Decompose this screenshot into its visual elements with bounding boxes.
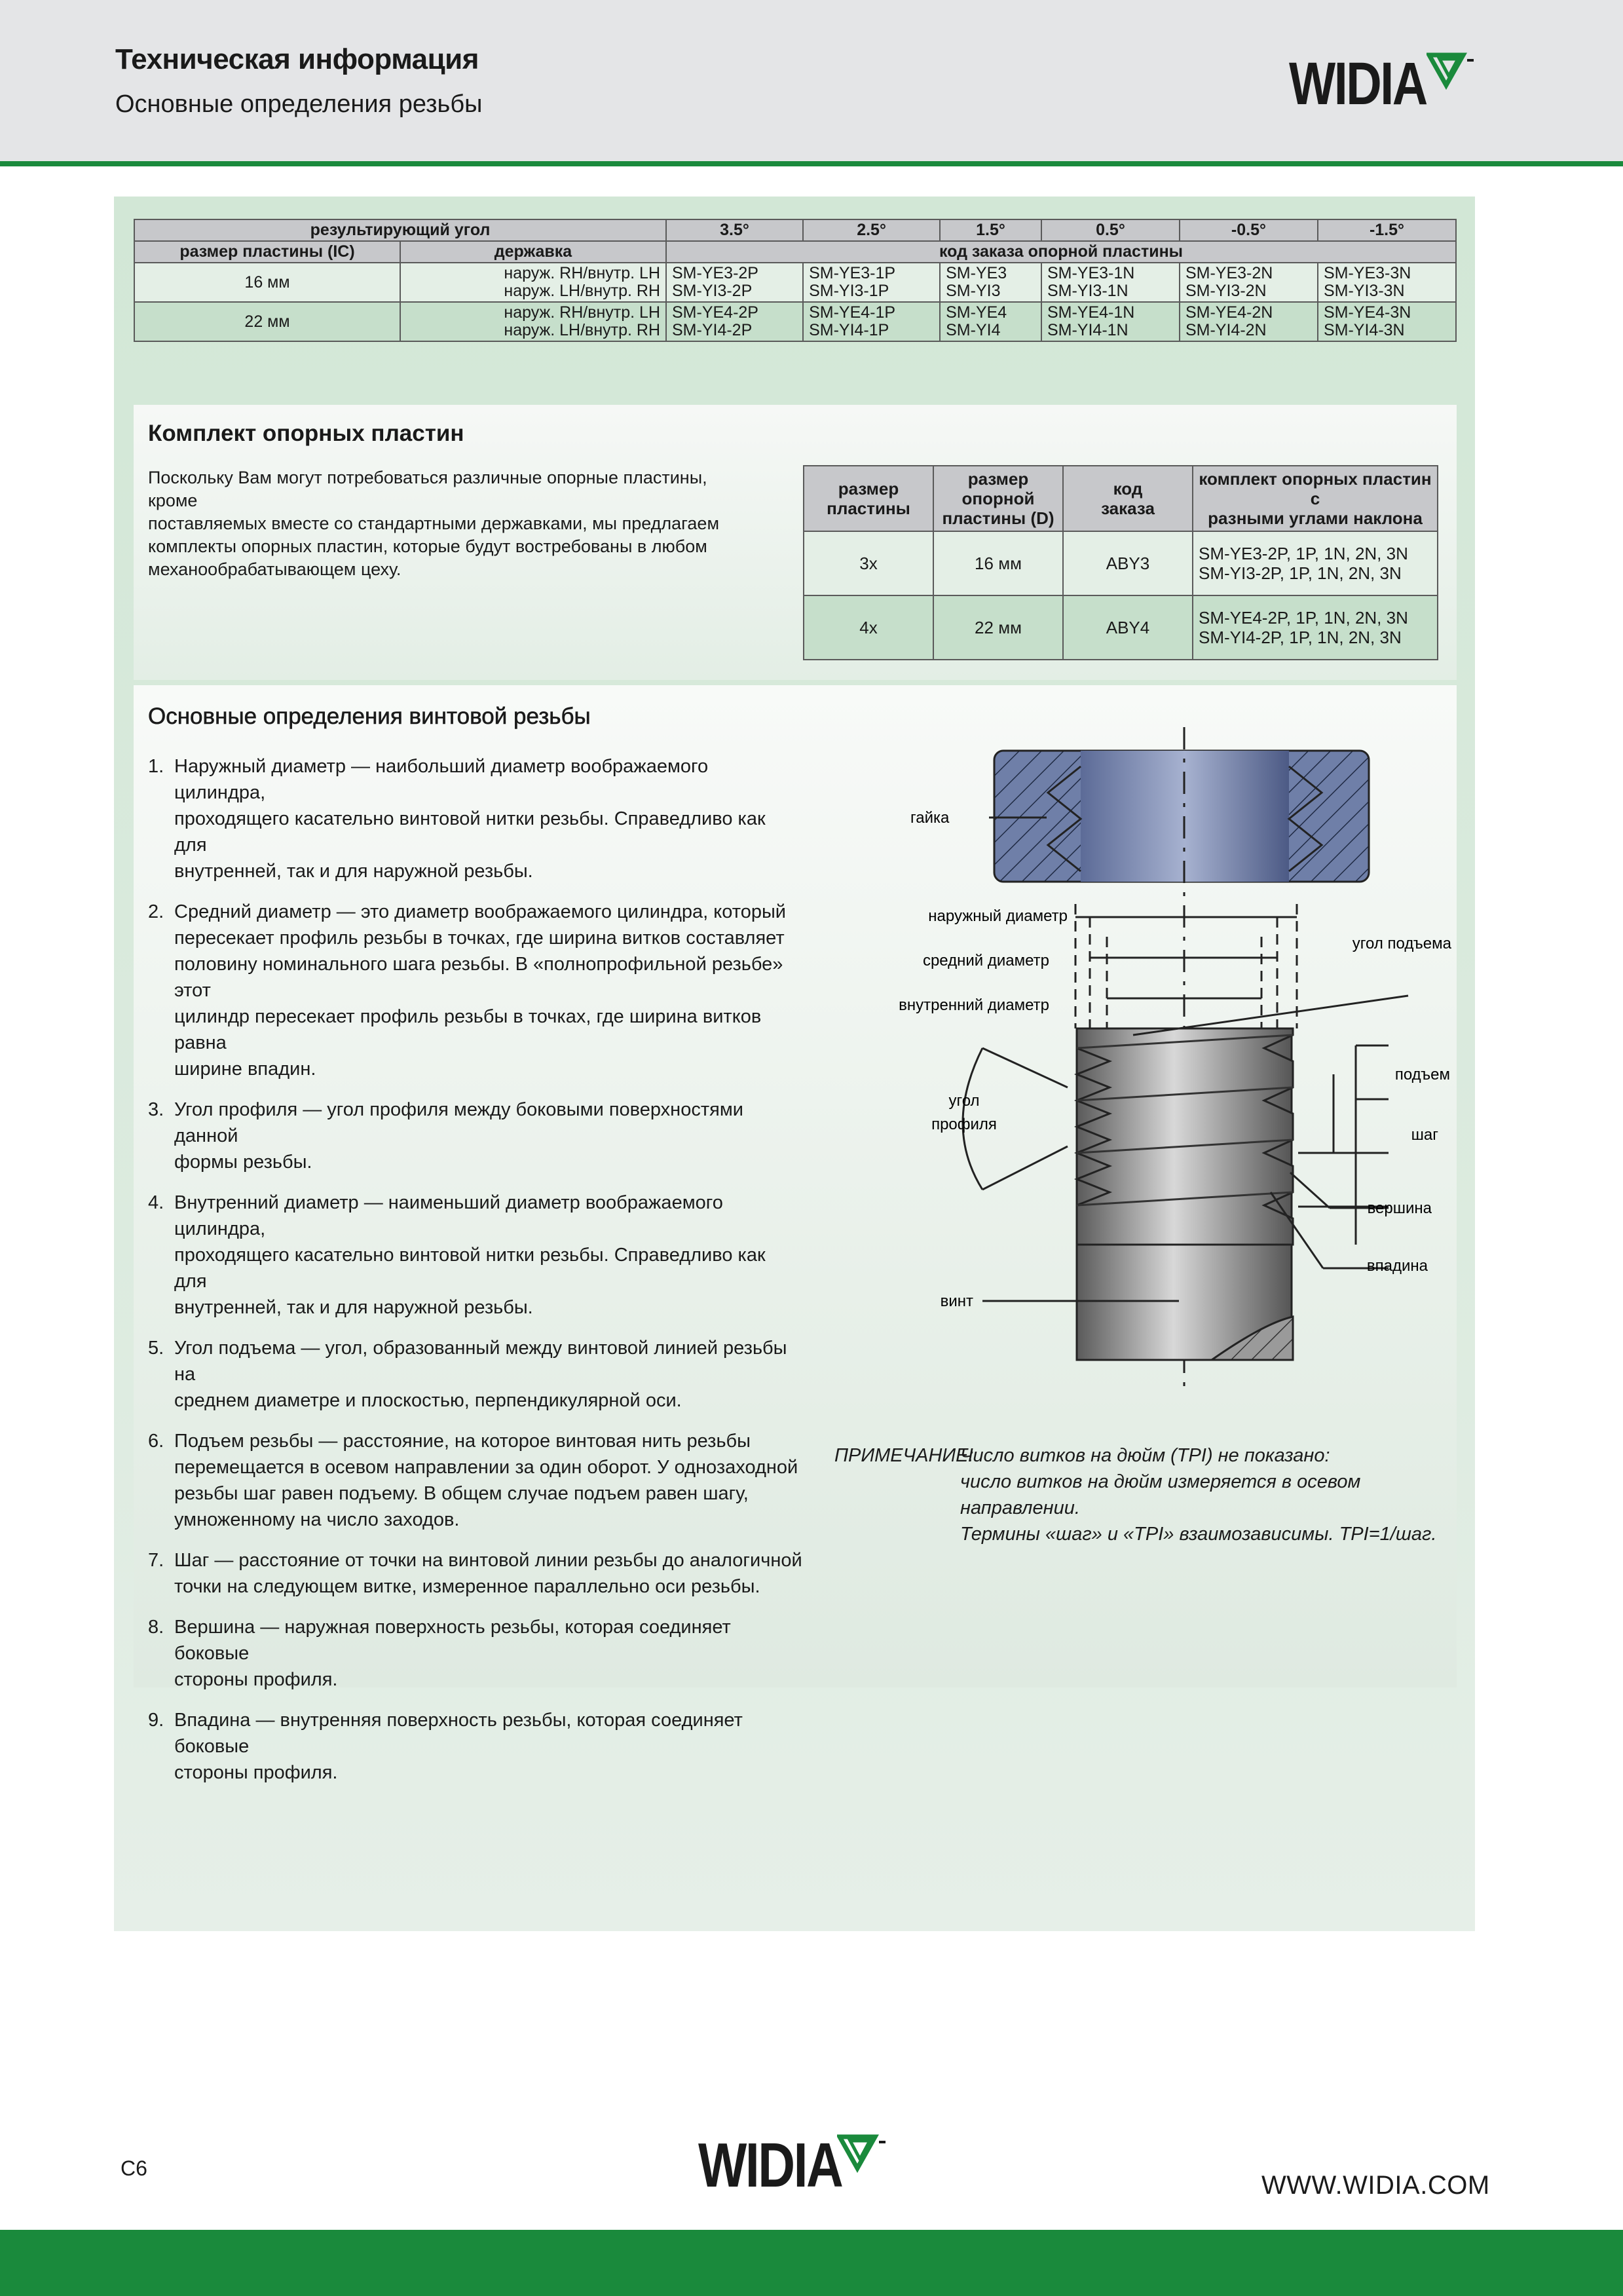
definitions-list [148,753,803,1800]
col-size: размер пластины (IC) [134,241,400,263]
code-line: SM-YI3-2N [1185,282,1267,300]
item-line: резьбы шаг равен подъему. В общем случае подъем равен шагу, [174,1483,749,1504]
item-number: 1. [148,756,164,777]
table-row [804,595,1438,660]
label-pitch: шаг [1411,1126,1438,1144]
table-row [134,302,1456,341]
code-line: SM-YI4-1N [1047,321,1129,339]
cell-d: 22 мм [933,595,1063,660]
table-row [804,531,1438,595]
item-line: формы резьбы. [174,1152,312,1173]
item-line: внутренней, так и для наружной резьбы. [174,1297,533,1318]
holder-line: наруж. RH/внутр. LH [504,264,660,282]
cell-code [940,302,1041,341]
code-line: SM-YI3-2P [672,282,753,300]
note-line: Число витков на дюйм (TPI) не показано: [960,1445,1330,1466]
label-pitch-diameter: средний диаметр [922,952,1049,969]
widia-mark-icon [837,2133,893,2180]
cell-size: 4x [804,595,933,660]
kit-table [803,465,1438,660]
cell-code [940,263,1041,302]
item-line: проходящего касательно винтовой нитки резьбы. Справедливо как для [174,808,766,856]
code-line: SM-YI3-1P [809,282,889,300]
code-line: SM-YI4-3N [1323,321,1405,339]
label-root: впадина [1366,1257,1428,1275]
item-line: пересекает профиль резьбы в точках, где ширина витков составляет [174,928,785,949]
holder-line: наруж. RH/внутр. LH [504,303,660,322]
set-line: SM-YE4-2P, 1P, 1N, 2N, 3N [1199,608,1408,628]
website-link[interactable]: WWW.WIDIA.COM [1261,2171,1490,2200]
note-line: число витков на дюйм измеряется в осевом направлении. [960,1471,1361,1518]
header-line: пластины [827,499,910,518]
item-line: Подъем резьбы — расстояние, на которое винтовая нить резьбы [174,1431,751,1452]
cell-code [666,302,803,341]
cell-holder [400,263,666,302]
code-line: SM-YE3 [946,264,1007,282]
note-line: Термины «шаг» и «TPI» взаимозависимы. TPI=1/шаг. [960,1524,1437,1545]
angle-3: 1.5° [940,219,1041,241]
code-line: SM-YE3-2P [672,264,758,282]
angle-2: 2.5° [803,219,940,241]
cell-set [1193,531,1438,595]
set-line: SM-YI3-2P, 1P, 1N, 2N, 3N [1199,563,1402,583]
header-line: заказа [1101,499,1155,518]
header-line: пластины (D) [942,508,1054,528]
header-rule [0,161,1623,166]
cell-code [1041,263,1180,302]
code-line: SM-YE3-2N [1185,264,1273,282]
col-order: код заказа опорной пластины [666,241,1456,263]
item-line: Впадина — внутренняя поверхность резьбы, которая соединяет боковые [174,1710,743,1757]
code-line: SM-YI4-2N [1185,321,1267,339]
cell-code: ABY3 [1063,531,1193,595]
item-line: Средний диаметр — это диаметр воображаемого цилиндра, который [174,901,787,922]
angle-5: -0.5° [1180,219,1318,241]
item-number: 5. [148,1338,164,1359]
kit-text-line: комплекты опорных пластин, которые будут востребованы в любом [148,536,707,556]
item-line: перемещается в осевом направлении за один оборот. У однозаходной [174,1457,798,1478]
item-line: Шаг — расстояние от точки на винтовой линии резьбы до аналогичной [174,1550,802,1571]
item-line: цилиндр пересекает профиль резьбы в точках, где ширина витков равна [174,1006,762,1053]
table-header-row [134,219,1456,241]
kit-col-code [1063,466,1193,531]
cell-d: 16 мм [933,531,1063,595]
holder-line: наруж. LH/внутр. RH [504,321,660,339]
code-line: SM-YE4-1P [809,303,896,322]
item-line: половину номинального шага резьбы. В «полнопрофильной резьбе» этот [174,954,783,1001]
cell-size: 3x [804,531,933,595]
kit-description [148,466,737,581]
cell-code [1041,302,1180,341]
list-item [148,1335,803,1414]
shim-order-table [134,219,1457,342]
kit-text-line: поставляемых вместе со стандартными державками, мы предлагаем [148,514,720,533]
holder-line: наруж. LH/внутр. RH [504,282,660,300]
code-line: SM-YI3-3N [1323,282,1405,300]
code-line: SM-YE3-1P [809,264,896,282]
label-major-diameter: наружный диаметр [928,907,1068,925]
logo-text: WIDIA [698,2130,842,2200]
widia-mark-icon [1427,51,1479,97]
angle-4: 0.5° [1041,219,1180,241]
item-number: 6. [148,1431,164,1452]
header-line: размер [838,479,899,499]
item-number: 8. [148,1617,164,1638]
item-number: 7. [148,1550,164,1571]
kit-text-line: Поскольку Вам могут потребоваться различные опорные пластины, кроме [148,468,707,510]
header-logo [1289,51,1479,117]
cell-code [666,263,803,302]
list-item [148,1190,803,1321]
cell-code [1180,302,1318,341]
kit-col-set [1193,466,1438,531]
table-header-row [804,466,1438,531]
item-line: точки на следующем витке, измеренное параллельно оси резьбы. [174,1576,760,1597]
note-prefix: ПРИМЕЧАНИЕ: [834,1445,974,1466]
item-number: 3. [148,1099,164,1120]
label-screw: винт [940,1292,973,1310]
code-line: SM-YI4 [946,321,1001,339]
set-line: SM-YE3-2P, 1P, 1N, 2N, 3N [1199,544,1408,563]
footer-logo [698,2130,895,2200]
list-item [148,1614,803,1693]
cell-holder [400,302,666,341]
code-line: SM-YE4 [946,303,1007,322]
code-line: SM-YE3-1N [1047,264,1135,282]
item-line: Угол подъема — угол, образованный между винтовой линией резьбы на [174,1338,787,1385]
code-line: SM-YE3-3N [1323,264,1411,282]
code-line: SM-YI4-2P [672,321,753,339]
item-line: среднем диаметре и плоскостью, перпендикулярной оси. [174,1390,682,1411]
page-number: C6 [121,2156,147,2180]
label-nut: гайка [910,809,950,827]
kit-title: Комплект опорных пластин [148,421,464,446]
list-item [148,1428,803,1533]
cell-code [803,263,940,302]
kit-col-size [804,466,933,531]
list-item [148,1097,803,1175]
item-line: проходящего касательно винтовой нитки резьбы. Справедливо как для [174,1245,766,1292]
cell-size: 16 мм [134,263,400,302]
item-line: стороны профиля. [174,1669,338,1690]
code-line: SM-YE4-1N [1047,303,1135,322]
item-line: стороны профиля. [174,1762,338,1783]
header-line: код [1113,479,1143,499]
cell-size: 22 мм [134,302,400,341]
header-line: комплект опорных пластин с [1199,469,1432,508]
item-line: ширине впадин. [174,1059,316,1080]
item-number: 4. [148,1192,164,1213]
cell-code [1180,263,1318,302]
list-item [148,753,803,884]
label-profile-angle: профиля [931,1116,997,1133]
angle-header: результирующий угол [134,219,666,241]
page-subtitle: Основные определения резьбы [115,90,483,118]
angle-6: -1.5° [1318,219,1456,241]
item-line: Вершина — наружная поверхность резьбы, которая соединяет боковые [174,1617,731,1664]
angle-1: 3.5° [666,219,803,241]
list-item [148,899,803,1082]
list-item [148,1547,803,1600]
code-line: SM-YI3-1N [1047,282,1129,300]
logo-text: WIDIA [1289,50,1427,117]
thread-diagram [871,721,1461,1402]
kit-col-d [933,466,1063,531]
item-number: 2. [148,901,164,922]
footer-band [0,2230,1623,2296]
label-minor-diameter: внутренний диаметр [899,996,1049,1014]
item-line: внутренней, так и для наружной резьбы. [174,861,533,882]
kit-text-line: механообрабатывающем цеху. [148,559,401,579]
table-row [134,263,1456,302]
label-lead: подъем [1394,1066,1450,1083]
item-line: умноженному на число заходов. [174,1509,460,1530]
page-title: Техническая информация [115,43,479,75]
cell-code [803,302,940,341]
cell-set [1193,595,1438,660]
cell-code [1318,302,1456,341]
label-profile-angle: угол [948,1092,980,1110]
code-line: SM-YI4-1P [809,321,889,339]
label-lead-angle: угол подъема [1352,935,1451,952]
cell-code [1318,263,1456,302]
item-number: 9. [148,1710,164,1731]
col-holder: державка [400,241,666,263]
header-line: размер опорной [961,469,1035,508]
item-line: Внутренний диаметр — наименьший диаметр воображаемого цилиндра, [174,1192,723,1239]
item-line: Наружный диаметр — наибольший диаметр воображаемого цилиндра, [174,756,709,803]
code-line: SM-YE4-2N [1185,303,1273,322]
thread-title: Основные определения винтовой резьбы [148,704,591,729]
label-crest: вершина [1367,1199,1432,1217]
code-line: SM-YE4-2P [672,303,758,322]
code-line: SM-YE4-3N [1323,303,1411,322]
code-line: SM-YI3 [946,282,1001,300]
set-line: SM-YI4-2P, 1P, 1N, 2N, 3N [1199,628,1402,647]
note-text [960,1442,1458,1547]
table-header-row [134,241,1456,263]
item-line: Угол профиля — угол профиля между боковыми поверхностями данной [174,1099,743,1146]
header-line: разными углами наклона [1208,508,1423,528]
cell-code: ABY4 [1063,595,1193,660]
list-item [148,1707,803,1786]
